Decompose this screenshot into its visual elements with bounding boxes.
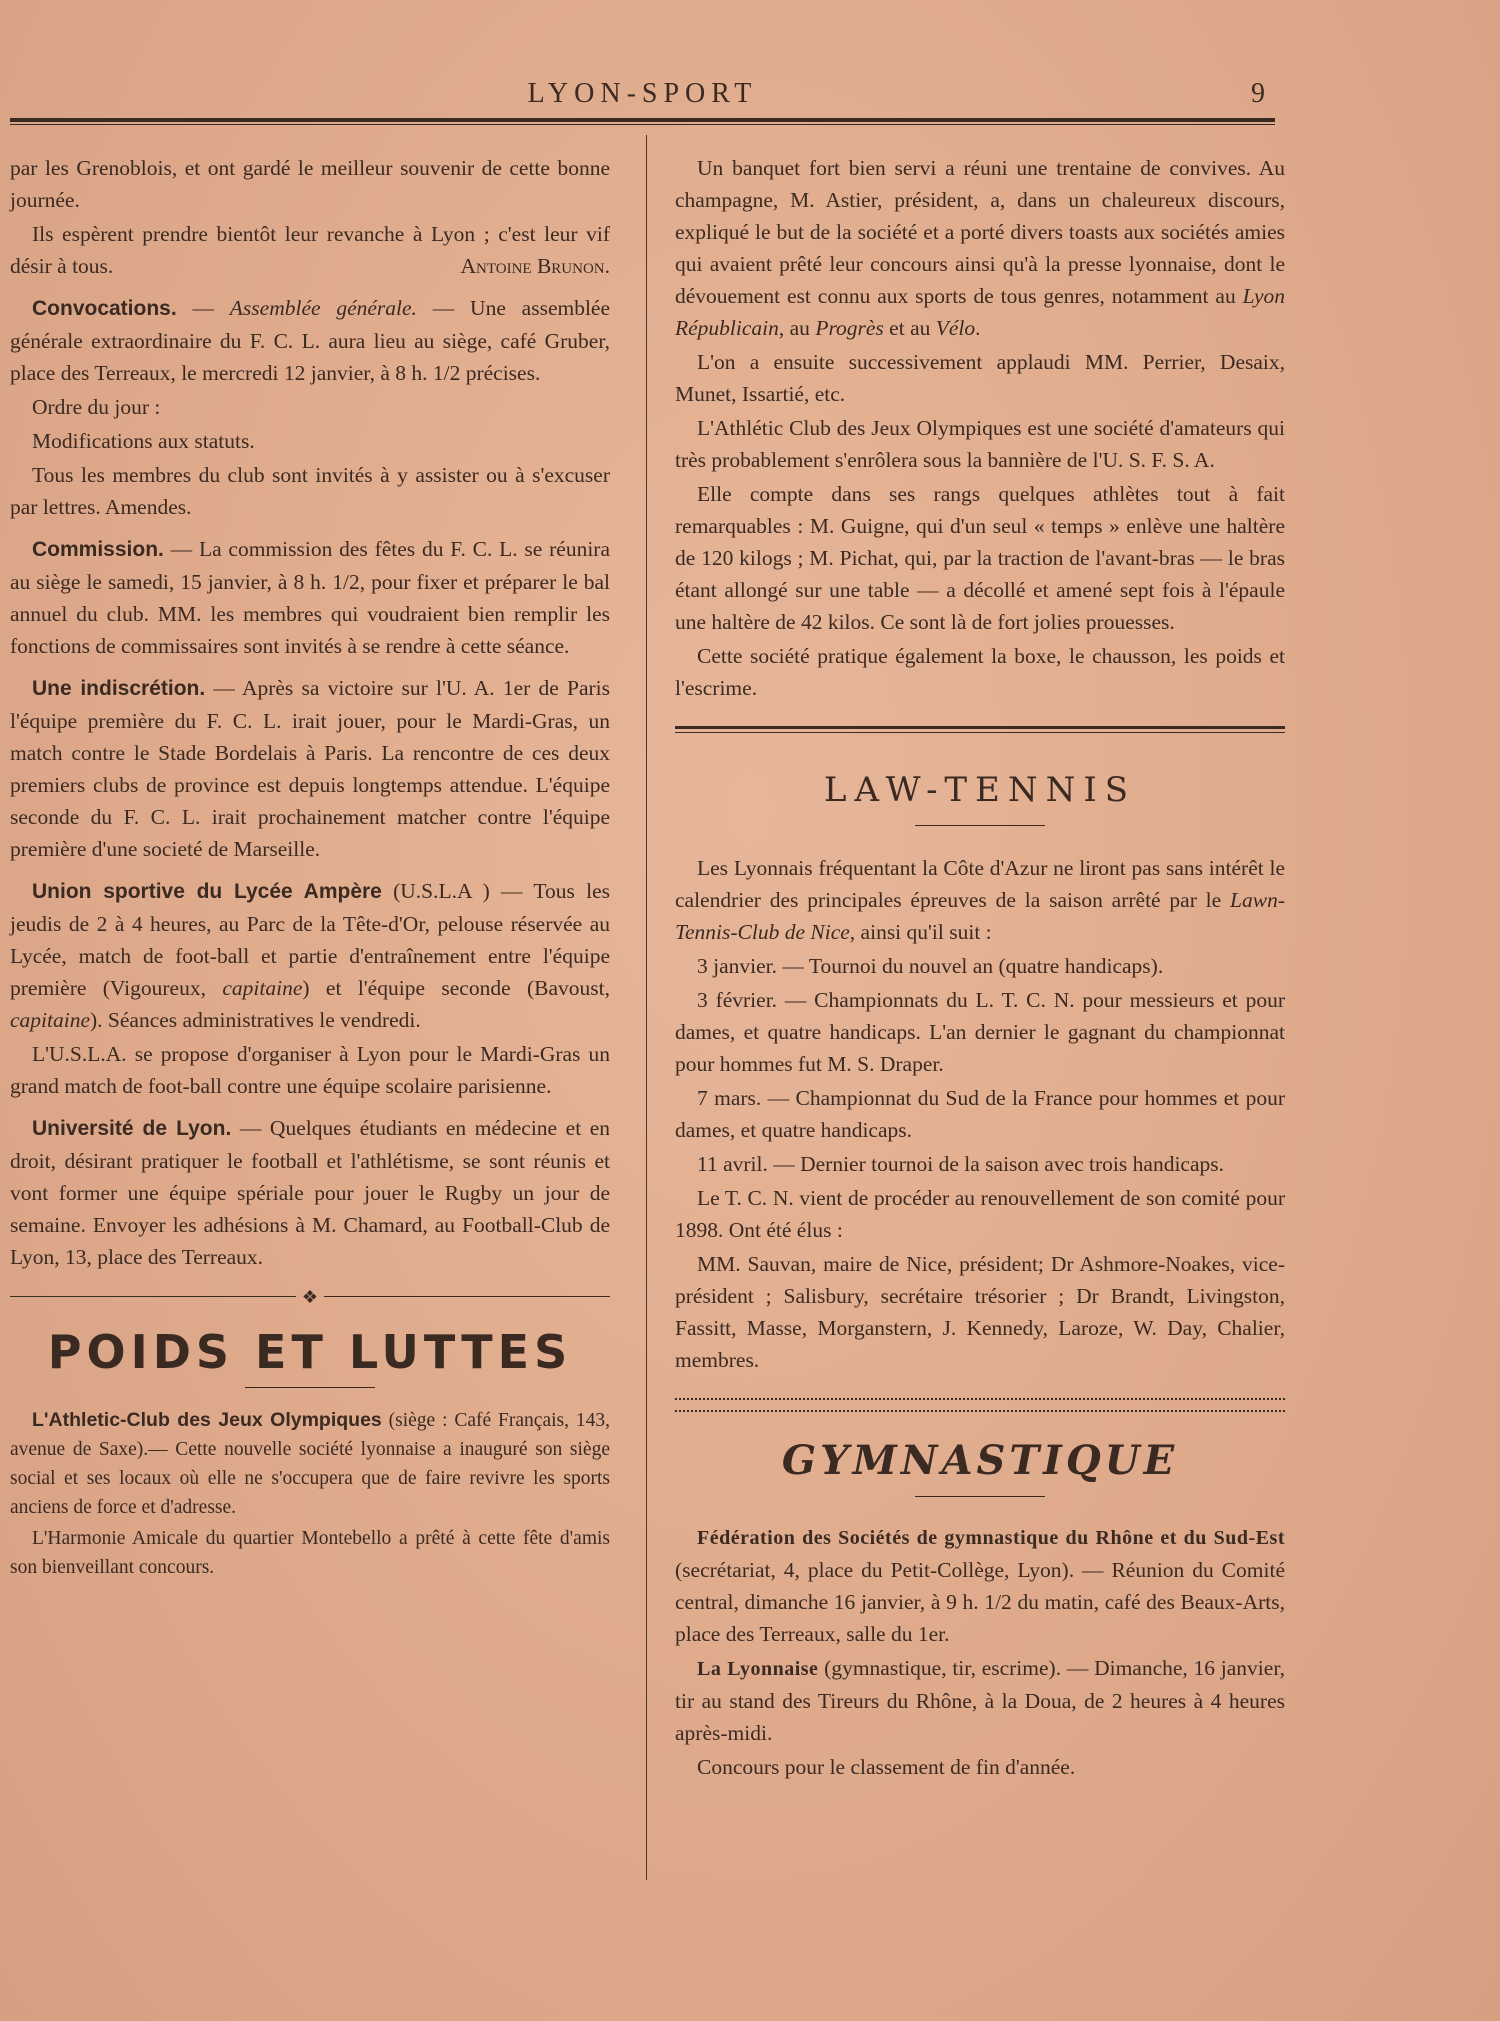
article-heading: La Lyonnaise — [697, 1658, 819, 1680]
column-separator — [646, 135, 647, 1880]
section-title-gymnastique: GYMNASTIQUE — [781, 1437, 1179, 1484]
section-rule — [675, 726, 1285, 733]
tennis-event: 11 avril. — Dernier tournoi de la saison avec trois handicaps. — [697, 1152, 1224, 1176]
usla-article: Union sportive du Lycée Ampère (U.S.L.A ) — Tous les jeudis de 2 à 4 heures, au Parc de la Tête-d'Or, pelouse réservée au Lycée, match de foot-ball et partie d'entraînement entre l'équipe première (Vigoureux, capitaine) et l'équipe seconde (Bavoust, capitaine). Séances administratives le vendredi. — [10, 879, 611, 1032]
paragraph: L'Harmonie Amicale du quartier Montebello a prêté à cette fête d'amis son bienveillant concours. — [10, 1528, 610, 1578]
tennis-event: 3 février. — Championnats du L. T. C. N. pour messieurs et pour dames, et quatre handicaps. L'an dernier le gagnant du championnat pour hommes fut M. S. Draper. — [675, 988, 1285, 1076]
paragraph: Cette société pratique également la boxe, le chausson, les poids et l'escrime. — [675, 644, 1285, 700]
banquet-paragraph: Un banquet fort bien servi a réuni une trentaine de convives. Au champagne, M. Astier, président, a, dans un chaleureux discours, expliqué le but de la société et a porté divers toasts aux sociétés amies qui avaient prêté leur concours ainsi qu'à la presse lyonnaise, dont le dévouement est connu aux sports de tous genres, notamment au Lyon Républicain, au Progrès et au Vélo. — [675, 156, 1285, 340]
ornament: ❖ — [296, 1287, 324, 1307]
section-title-poids: POIDS ET LUTTES — [47, 1325, 573, 1379]
paragraph: Ils espèrent prendre bientôt leur revanche à Lyon ; c'est leur vif désir à tous. Antoine Brunon. — [10, 218, 610, 282]
paragraph: Tous les membres du club sont invités à y assister ou à s'excuser par lettres. Amendes. — [10, 463, 610, 519]
ornament-separator — [10, 1287, 610, 1307]
tennis-event: 7 mars. — Championnat du Sud de la France pour hommes et pour dames, et quatre handicaps. — [675, 1086, 1285, 1142]
paragraph: L'on a ensuite successivement applaudi MM. Perrier, Desaix, Munet, Issartié, etc. — [675, 350, 1285, 406]
universite-article: Université de Lyon. — Quelques étudiants en médecine et en droit, désirant pratiquer le football et l'athlétisme, se sont réunis et vont former une équipe spériale pour jouer le Rugby un jour de semaine. Envoyer les adhésions à M. Chamard, au Football-Club de Lyon, 13, place des Terreaux. — [10, 1116, 611, 1269]
section-title-law-tennis: LAW-TENNIS — [823, 770, 1137, 810]
section-rule — [675, 1398, 1285, 1412]
article-heading: L'Athletic-Club des Jeux Olympiques — [32, 1409, 382, 1431]
indiscretion-article: Une indiscrétion. — Après sa victoire sur l'U. A. 1er de Paris l'équipe première du F. C. L. irait jouer, pour le Mardi-Gras, un match contre le Stade Bordelais à Paris. La rencontre de ces deux premiers clubs de province est depuis longtemps attendue. L'équipe seconde du F. C. L. irait prochainement matcher contre l'équipe première d'une societé de Marseille. — [10, 676, 611, 861]
gym-federation: Fédération des Sociétés de gymnastique du Rhône et du Sud-Est (secrétariat, 4, place du Petit-Collège, Lyon). — Réunion du Comité central, dimanche 16 janvier, à 9 h. 1/2 du matin, café des Beaux-Arts, place des Terreaux, salle du 1er. — [675, 1527, 1285, 1646]
paragraph: Elle compte dans ses rangs quelques athlètes tout à fait remarquables : M. Guigne, qui d'un seul « temps » enlève une haltère de 120 kilogs ; M. Pichat, qui, par la traction de l'avant-bras — le bras étant allongé sur une table — a décollé et amené sept fois à l'épaule une haltère de 42 kilos. Ce sont là de fort jolies prouesses. — [675, 482, 1285, 634]
title-rule — [245, 1387, 375, 1388]
page-header — [10, 78, 1275, 123]
convocations-article: Convocations. — Assemblée générale. — Une assemblée générale extraordinaire du F. C. L. aura lieu au siège, café Gruber, place des Terreaux, le mercredi 12 janvier, à 8 h. 1/2 précises. — [10, 296, 611, 385]
left-column — [10, 152, 610, 1584]
gym-lyonnaise: La Lyonnaise (gymnastique, tir, escrime). — Dimanche, 16 janvier, tir au stand des Tireurs du Rhône, à la Doua, de 2 heures à 4 heures après-midi. — [675, 1656, 1285, 1745]
title-rule — [915, 825, 1045, 826]
newspaper-title: LYON-SPORT — [527, 78, 758, 109]
tennis-event: 3 janvier. — Tournoi du nouvel an (quatre handicaps). — [697, 954, 1164, 978]
title-rule — [915, 1496, 1045, 1497]
tennis-intro: Les Lyonnais fréquentant la Côte d'Azur ne liront pas sans intérêt le calendrier des principales épreuves de la saison arrêté par le Lawn-Tennis-Club de Nice, ainsi qu'il suit : — [675, 856, 1285, 944]
acjo-article: L'Athletic-Club des Jeux Olympiques (siège : Café Français, 143, avenue de Saxe).— Cette nouvelle société lyonnaise a inauguré son siège social et ses locaux où elle ne s'occupera que de faire revivre les sports anciens de force et d'adresse. — [10, 1409, 610, 1518]
header-rule — [10, 118, 1275, 122]
article-heading: Commission. — [32, 538, 164, 561]
article-heading: Union sportive du Lycée Ampère — [32, 880, 382, 903]
paragraph: Ordre du jour : — [32, 395, 161, 419]
header-rule-thin — [10, 124, 1275, 125]
paragraph: par les Grenoblois, et ont gardé le meilleur souvenir de cette bonne journée. — [10, 156, 610, 212]
paragraph: MM. Sauvan, maire de Nice, président; Dr Ashmore-Noakes, vice-président ; Salisbury, secrétaire trésorier ; Dr Brandt, Livingston, Fassitt, Masse, Morganstern, J. Kennedy, Laroze, W. Day, Chalier, membres. — [675, 1252, 1285, 1372]
paragraph: Le T. C. N. vient de procéder au renouvellement de son comité pour 1898. Ont été élus : — [675, 1186, 1285, 1242]
commission-article: Commission. — La commission des fêtes du F. C. L. se réunira au siège le samedi, 15 janvier, à 8 h. 1/2, pour fixer et préparer le bal annuel du club. MM. les membres qui voudraient bien remplir les fonctions de commissaires sont invités à se rendre à cette séance. — [10, 537, 611, 658]
article-heading: Une indiscrétion. — [32, 677, 206, 700]
page-number: 9 — [1251, 78, 1265, 109]
right-column — [675, 152, 1285, 1785]
signature: Antoine Brunon. — [460, 254, 610, 278]
paragraph: Modifications aux statuts. — [32, 429, 255, 453]
article-heading: Université de Lyon. — [32, 1117, 232, 1140]
article-heading: Convocations. — [32, 297, 177, 320]
paragraph: L'Athlétic Club des Jeux Olympiques est une société d'amateurs qui très probablement s'enrôlera sous la bannière de l'U. S. F. S. A. — [675, 416, 1285, 472]
paragraph: Concours pour le classement de fin d'année. — [697, 1755, 1076, 1779]
paragraph: L'U.S.L.A. se propose d'organiser à Lyon pour le Mardi-Gras un grand match de foot-ball contre une équipe scolaire parisienne. — [10, 1042, 610, 1098]
article-heading: Fédération des Sociétés de gymnastique du Rhône et du Sud-Est — [697, 1527, 1285, 1549]
